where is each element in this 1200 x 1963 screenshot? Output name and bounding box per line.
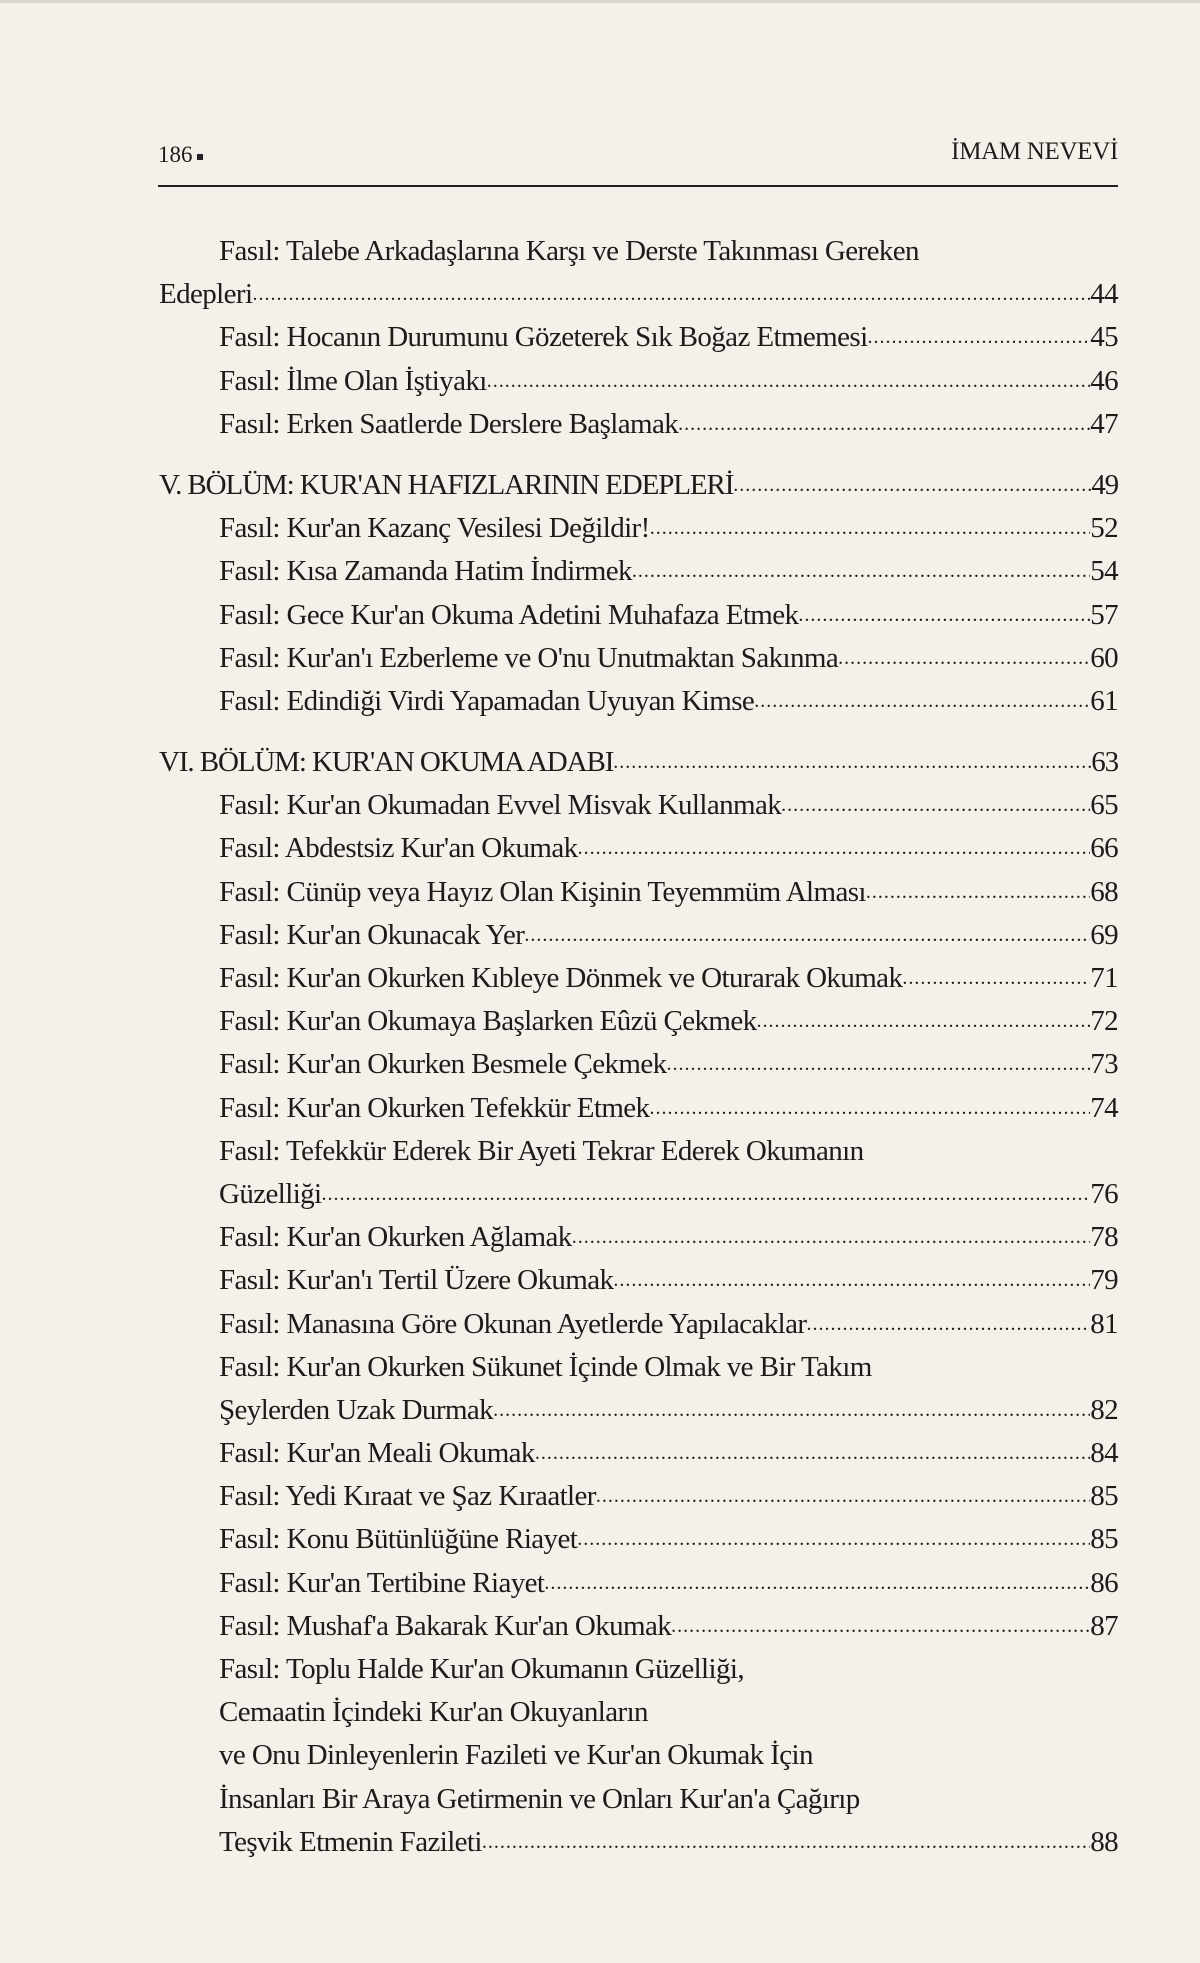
dot-leader bbox=[493, 1389, 1090, 1432]
toc-section-entry bbox=[159, 1734, 1118, 1777]
toc-entry-title: Fasıl: Mushaf'a Bakarak Kur'an Okumak bbox=[219, 1609, 672, 1642]
toc-page-number: 86 bbox=[1090, 1566, 1118, 1599]
toc-section-entry bbox=[159, 1821, 1118, 1864]
dot-leader bbox=[524, 914, 1090, 957]
toc-entry-title: Fasıl: Yedi Kıraat ve Şaz Kıraatler bbox=[219, 1480, 596, 1513]
toc-section-entry bbox=[159, 360, 1118, 403]
toc-page-number: 84 bbox=[1090, 1437, 1118, 1470]
dot-leader bbox=[806, 1303, 1090, 1346]
toc-entry-title: ve Onu Dinleyenlerin Fazileti ve Kur'an Okumak İçin bbox=[219, 1739, 813, 1772]
toc-page-number: 54 bbox=[1090, 555, 1118, 588]
dot-leader bbox=[596, 1475, 1090, 1518]
toc-entry-title: Fasıl: Erken Saatlerde Derslere Başlamak bbox=[219, 407, 679, 440]
toc-entry-title: Fasıl: Gece Kur'an Okuma Adetini Muhafaza Etmek bbox=[219, 598, 799, 631]
toc-section-entry bbox=[159, 680, 1118, 723]
toc-entry-title: Fasıl: Kur'an Okurken Sükunet İçinde Olmak ve Bir Takım bbox=[219, 1350, 872, 1383]
dot-leader bbox=[781, 784, 1090, 827]
toc-section-entry bbox=[159, 1216, 1118, 1259]
dot-leader bbox=[757, 1000, 1091, 1043]
toc-entry-title: Fasıl: Hocanın Durumunu Gözeterek Sık Boğaz Etmemesi bbox=[219, 321, 868, 354]
toc-entry-title: Fasıl: Kur'an'ı Ezberleme ve O'nu Unutmaktan Sakınma bbox=[219, 641, 839, 674]
toc-section-entry bbox=[159, 403, 1118, 446]
toc-section-entry bbox=[159, 1130, 1118, 1173]
toc-entry-title: VI. BÖLÜM: KUR'AN OKUMA ADABI bbox=[159, 746, 614, 779]
toc-entry-title: Fasıl: Kur'an Okurken Besmele Çekmek bbox=[219, 1048, 667, 1081]
toc-section-entry bbox=[159, 1087, 1118, 1130]
toc-entry-title: Fasıl: Kur'an Tertibine Riayet bbox=[219, 1566, 545, 1599]
toc-section-entry bbox=[159, 1691, 1118, 1734]
toc-section-entry bbox=[159, 1648, 1118, 1691]
dot-leader bbox=[733, 464, 1091, 507]
dot-leader bbox=[868, 316, 1091, 359]
toc-page-number: 71 bbox=[1090, 962, 1118, 994]
toc-entry-title: Fasıl: Kur'an Okunacak Yer bbox=[219, 918, 525, 951]
toc-entry-title: Teşvik Etmenin Fazileti bbox=[219, 1825, 482, 1858]
toc-entry-title: V. BÖLÜM: KUR'AN HAFIZLARININ EDEPLERİ bbox=[159, 468, 734, 501]
dot-leader bbox=[482, 1821, 1090, 1864]
toc-entry-title: Fasıl: Konu Bütünlüğüne Riayet bbox=[219, 1523, 578, 1556]
toc-section-entry bbox=[159, 871, 1118, 914]
toc-entry-title: Güzelliği bbox=[219, 1177, 322, 1210]
toc-page-number: 60 bbox=[1090, 641, 1118, 674]
dot-leader bbox=[798, 594, 1090, 637]
dot-leader bbox=[572, 1216, 1091, 1259]
toc-entry-title: Fasıl: Toplu Halde Kur'an Okumanın Güzelliği, bbox=[219, 1653, 744, 1685]
toc-section-entry bbox=[159, 1778, 1118, 1821]
dot-leader bbox=[754, 680, 1090, 723]
dot-leader bbox=[487, 360, 1090, 403]
toc-page-number: 65 bbox=[1090, 789, 1118, 822]
toc-entry-title: Fasıl: Tefekkür Ederek Bir Ayeti Tekrar Ederek Okumanın bbox=[219, 1134, 864, 1167]
dot-leader bbox=[649, 1087, 1090, 1130]
toc-entry-title: Fasıl: Talebe Arkadaşlarına Karşı ve Derste Takınması Gereken bbox=[219, 235, 919, 267]
square-bullet-icon bbox=[197, 154, 203, 160]
toc-page-number: 87 bbox=[1090, 1609, 1118, 1642]
page-top-edge bbox=[0, 0, 1200, 3]
toc-page-number: 52 bbox=[1090, 512, 1118, 545]
toc-page-number: 57 bbox=[1090, 598, 1118, 631]
toc-entry-title: Fasıl: Kur'an Kazanç Vesilesi Değildir! bbox=[219, 512, 650, 545]
toc-page-number: 45 bbox=[1090, 321, 1118, 354]
dot-leader bbox=[902, 957, 1090, 1000]
toc-entry-title: Fasıl: Kur'an Okurken Tefekkür Etmek bbox=[219, 1091, 650, 1124]
toc-page-number: 49 bbox=[1091, 468, 1118, 501]
table-of-contents bbox=[159, 230, 1118, 1864]
toc-entry-title: Fasıl: Abdestsiz Kur'an Okumak bbox=[219, 832, 578, 865]
toc-entry-title: Şeylerden Uzak Durmak bbox=[219, 1393, 494, 1426]
toc-section-entry bbox=[159, 1432, 1118, 1475]
dot-leader bbox=[650, 507, 1091, 550]
dot-leader bbox=[613, 1259, 1090, 1302]
running-title: İMAM NEVEVİ bbox=[951, 138, 1118, 165]
dot-leader bbox=[613, 741, 1091, 784]
toc-entry-title: Edepleri bbox=[159, 278, 253, 311]
toc-entry-title: İnsanları Bir Araya Getirmenin ve Onları Kur'an'a Çağırıp bbox=[219, 1782, 860, 1815]
dot-leader bbox=[671, 1605, 1090, 1648]
toc-section-entry bbox=[159, 1389, 1118, 1432]
toc-chapter-entry bbox=[159, 741, 1118, 784]
toc-section-entry bbox=[159, 230, 1118, 273]
toc-entry-title: Fasıl: Kur'an Okurken Kıbleye Dönmek ve Oturarak Okumak bbox=[219, 962, 903, 994]
toc-section-entry bbox=[159, 1259, 1118, 1302]
toc-section-entry bbox=[159, 273, 1118, 316]
toc-page-number: 44 bbox=[1090, 278, 1118, 311]
dot-leader bbox=[632, 550, 1090, 593]
toc-entry-title: Fasıl: Cünüp veya Hayız Olan Kişinin Teyemmüm Alması bbox=[219, 875, 866, 908]
toc-entry-title: Fasıl: Kısa Zamanda Hatim İndirmek bbox=[219, 555, 632, 588]
toc-page-number: 82 bbox=[1090, 1393, 1118, 1426]
dot-leader bbox=[252, 273, 1090, 316]
toc-entry-title: Fasıl: Kur'an Okurken Ağlamak bbox=[219, 1221, 572, 1254]
toc-page-number: 74 bbox=[1090, 1091, 1118, 1124]
toc-page-number: 85 bbox=[1090, 1480, 1118, 1513]
toc-entry-title: Fasıl: Kur'an'ı Tertil Üzere Okumak bbox=[219, 1264, 614, 1297]
toc-section-entry bbox=[159, 827, 1118, 870]
toc-chapter-entry bbox=[159, 464, 1118, 507]
toc-section-entry bbox=[159, 914, 1118, 957]
toc-page-number: 47 bbox=[1090, 407, 1118, 440]
toc-page-number: 66 bbox=[1090, 832, 1118, 865]
dot-leader bbox=[678, 403, 1090, 446]
toc-page-number: 69 bbox=[1090, 918, 1118, 951]
toc-page-number: 79 bbox=[1090, 1264, 1118, 1297]
toc-section-entry bbox=[159, 594, 1118, 637]
toc-section-entry bbox=[159, 1000, 1118, 1043]
toc-page-number: 68 bbox=[1090, 875, 1118, 908]
toc-entry-title: Fasıl: Edindiği Virdi Yapamadan Uyuyan Kimse bbox=[219, 684, 755, 717]
toc-section-entry bbox=[159, 1173, 1118, 1216]
header-rule bbox=[158, 185, 1118, 187]
page-number-text: 186 bbox=[158, 142, 193, 167]
toc-page-number: 81 bbox=[1090, 1307, 1118, 1340]
toc-section-entry bbox=[159, 1605, 1118, 1648]
dot-leader bbox=[322, 1173, 1091, 1216]
toc-page-number: 63 bbox=[1091, 746, 1118, 779]
toc-entry-title: Fasıl: Manasına Göre Okunan Ayetlerde Yapılacaklar bbox=[219, 1307, 807, 1340]
toc-entry-title: Fasıl: İlme Olan İştiyakı bbox=[219, 364, 487, 397]
toc-section-entry bbox=[159, 316, 1118, 359]
dot-leader bbox=[577, 1518, 1090, 1561]
dot-leader bbox=[838, 637, 1090, 680]
toc-section-entry bbox=[159, 550, 1118, 593]
dot-leader bbox=[535, 1432, 1090, 1475]
toc-page-number: 72 bbox=[1090, 1005, 1118, 1038]
dot-leader bbox=[866, 871, 1090, 914]
toc-entry-title: Fasıl: Kur'an Okumadan Evvel Misvak Kullanmak bbox=[219, 789, 782, 822]
toc-section-entry bbox=[159, 637, 1118, 680]
toc-page-number: 88 bbox=[1090, 1825, 1118, 1858]
toc-page-number: 85 bbox=[1090, 1523, 1118, 1556]
toc-entry-title: Fasıl: Kur'an Okumaya Başlarken Eûzü Çekmek bbox=[219, 1005, 757, 1038]
toc-page-number: 73 bbox=[1090, 1048, 1118, 1081]
toc-page-number: 61 bbox=[1090, 684, 1118, 717]
toc-section-entry bbox=[159, 784, 1118, 827]
dot-leader bbox=[578, 827, 1091, 870]
toc-section-entry bbox=[159, 1518, 1118, 1561]
toc-page-number: 78 bbox=[1090, 1221, 1118, 1254]
toc-section-entry bbox=[159, 1303, 1118, 1346]
toc-section-entry bbox=[159, 1475, 1118, 1518]
toc-entry-title: Cemaatin İçindeki Kur'an Okuyanların bbox=[219, 1696, 648, 1729]
toc-section-entry bbox=[159, 1043, 1118, 1086]
toc-page-number: 46 bbox=[1090, 364, 1118, 397]
page-number bbox=[158, 142, 203, 168]
toc-section-entry bbox=[159, 507, 1118, 550]
toc-section-entry bbox=[159, 957, 1118, 1000]
dot-leader bbox=[667, 1043, 1091, 1086]
dot-leader bbox=[544, 1562, 1090, 1605]
toc-section-entry bbox=[159, 1346, 1118, 1389]
toc-section-entry bbox=[159, 1562, 1118, 1605]
page-header bbox=[158, 138, 1118, 174]
toc-page-number: 76 bbox=[1090, 1177, 1118, 1210]
toc-entry-title: Fasıl: Kur'an Meali Okumak bbox=[219, 1437, 535, 1470]
